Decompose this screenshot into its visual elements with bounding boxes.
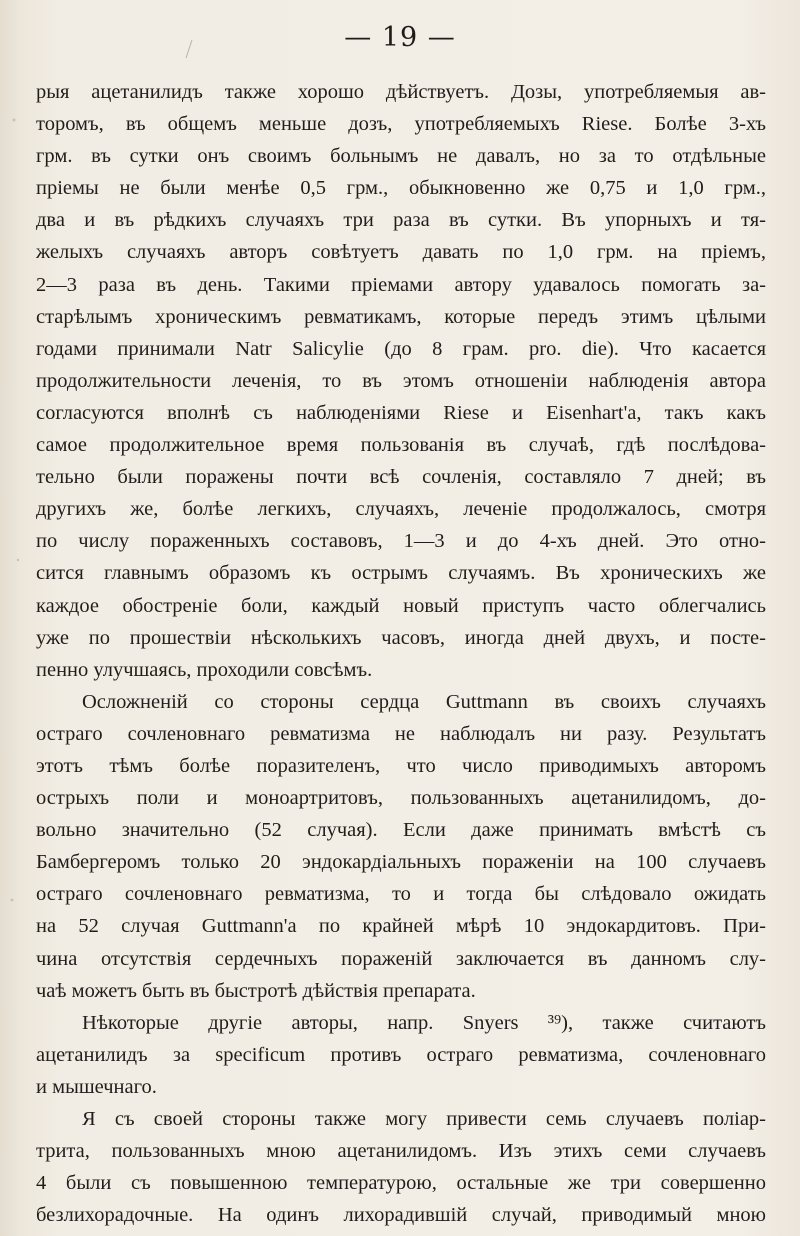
text-line: острыхъ поли и моноартритовъ, пользованныхъ ацетанилидомъ, до- [36,787,766,810]
text-line: желыхъ случаяхъ авторъ совѣтуетъ давать по 1,0 грм. на пріемъ, [36,241,766,264]
page-number: — 19 — [344,22,456,53]
text-line: рыя ацетанилидъ также хорошо дѣйствуетъ. Дозы, употребляемыя ав- [36,81,766,103]
text-line: чина отсутствія сердечныхъ пораженій заключается въ данномъ слу- [36,947,766,970]
text-line: безлихорадочные. На одинъ лихорадившій случай, приводимый мною [36,1204,766,1227]
text-line: Бамбергеромъ только 20 эндокардіальныхъ пораженіи на 100 случаевъ [36,851,766,874]
paper-speck [13,119,16,122]
text-line: трита, пользованныхъ мною ацетанилидомъ. Изъ этихъ семи случаевъ [36,1140,766,1163]
paper-speck [11,899,14,902]
text-line: остраго сочленовнаго ревматизма не наблюдалъ ни разу. Результатъ [36,722,766,745]
text-line: два и въ рѣдкихъ случаяхъ три раза въ сутки. Въ упорныхъ и тя- [36,209,766,232]
text-line: уже по прошествіи нѣсколькихъ часовъ, иногда дней двухъ, и посте- [36,626,766,649]
text-line: этотъ тѣмъ болѣе поразителенъ, что число приводимыхъ авторомъ [36,754,766,777]
text-line: остраго сочленовнаго ревматизма, то и тогда бы слѣдовало ожидать [36,883,766,906]
text-line: чаѣ можетъ быть въ быстротѣ дѣйствія препарата. [36,979,476,1002]
paper-speck [17,559,19,561]
text-line: старѣлымъ хроническимъ ревматикамъ, которые передъ этимъ цѣлыми [36,305,766,328]
text-line: грм. въ сутки онъ своимъ больнымъ не давалъ, но за то отдѣльные [36,145,766,168]
text-line: годами принимали Natr Salicylie (до 8 грам. pro. die). Что касается [36,337,766,360]
text-line: торомъ, въ общемъ меньше дозъ, употребляемыхъ Riese. Болѣе 3-хъ [36,113,766,136]
text-line: самое продолжительное время пользованія въ случаѣ, гдѣ послѣдова- [36,434,766,457]
text-line: ацетанилидъ за specificum противъ остраго ревматизма, сочленовнаго [36,1043,766,1066]
body-text [36,76,766,1231]
text-line: Нѣкоторые другіе авторы, напр. Snyers ³⁹), также считаютъ [82,1011,766,1034]
text-line: Осложненій со стороны сердца Guttmann въ своихъ случаяхъ [82,690,766,713]
text-line: продолжительности леченія, то въ этомъ отношеніи наблюденія автора [36,369,766,392]
text-line: сится главнымъ образомъ къ острымъ случаямъ. Въ хроническихъ же [36,562,766,585]
text-line: тельно были поражены почти всѣ сочленія, составляло 7 дней; въ [36,466,766,489]
text-line: по числу пораженныхъ составовъ, 1—3 и до 4-хъ дней. Это отно- [36,530,766,553]
text-line: и мышечнаго. [36,1075,157,1098]
text-line: 4 были съ повышенною температурою, остальные же три совершенно [36,1172,766,1195]
text-line: пріемы не были менѣе 0,5 грм., обыкновенно же 0,75 и 1,0 грм., [36,177,766,200]
text-line: на 52 случая Guttmann'a по крайней мѣрѣ 10 эндокардитовъ. При- [36,915,766,938]
text-line: пенно улучшаясь, проходили совсѣмъ. [36,658,373,681]
text-line: каждое обостреніе боли, каждый новый приступъ часто облегчались [36,594,766,617]
text-line: 2—3 раза въ день. Такими пріемами автору удавалось помогать за- [36,273,766,296]
text-line: согласуются вполнѣ съ наблюденіями Riese и Eisenhart'a, такъ какъ [36,401,766,424]
text-line: другихъ же, болѣе легкихъ, случаяхъ, леченіе продолжалось, смотря [36,498,766,521]
text-line: вольно значительно (52 случая). Если даже принимать вмѣстѣ съ [36,819,766,842]
text-line: Я съ своей стороны также могу привести семь случаевъ поліар- [82,1108,766,1130]
